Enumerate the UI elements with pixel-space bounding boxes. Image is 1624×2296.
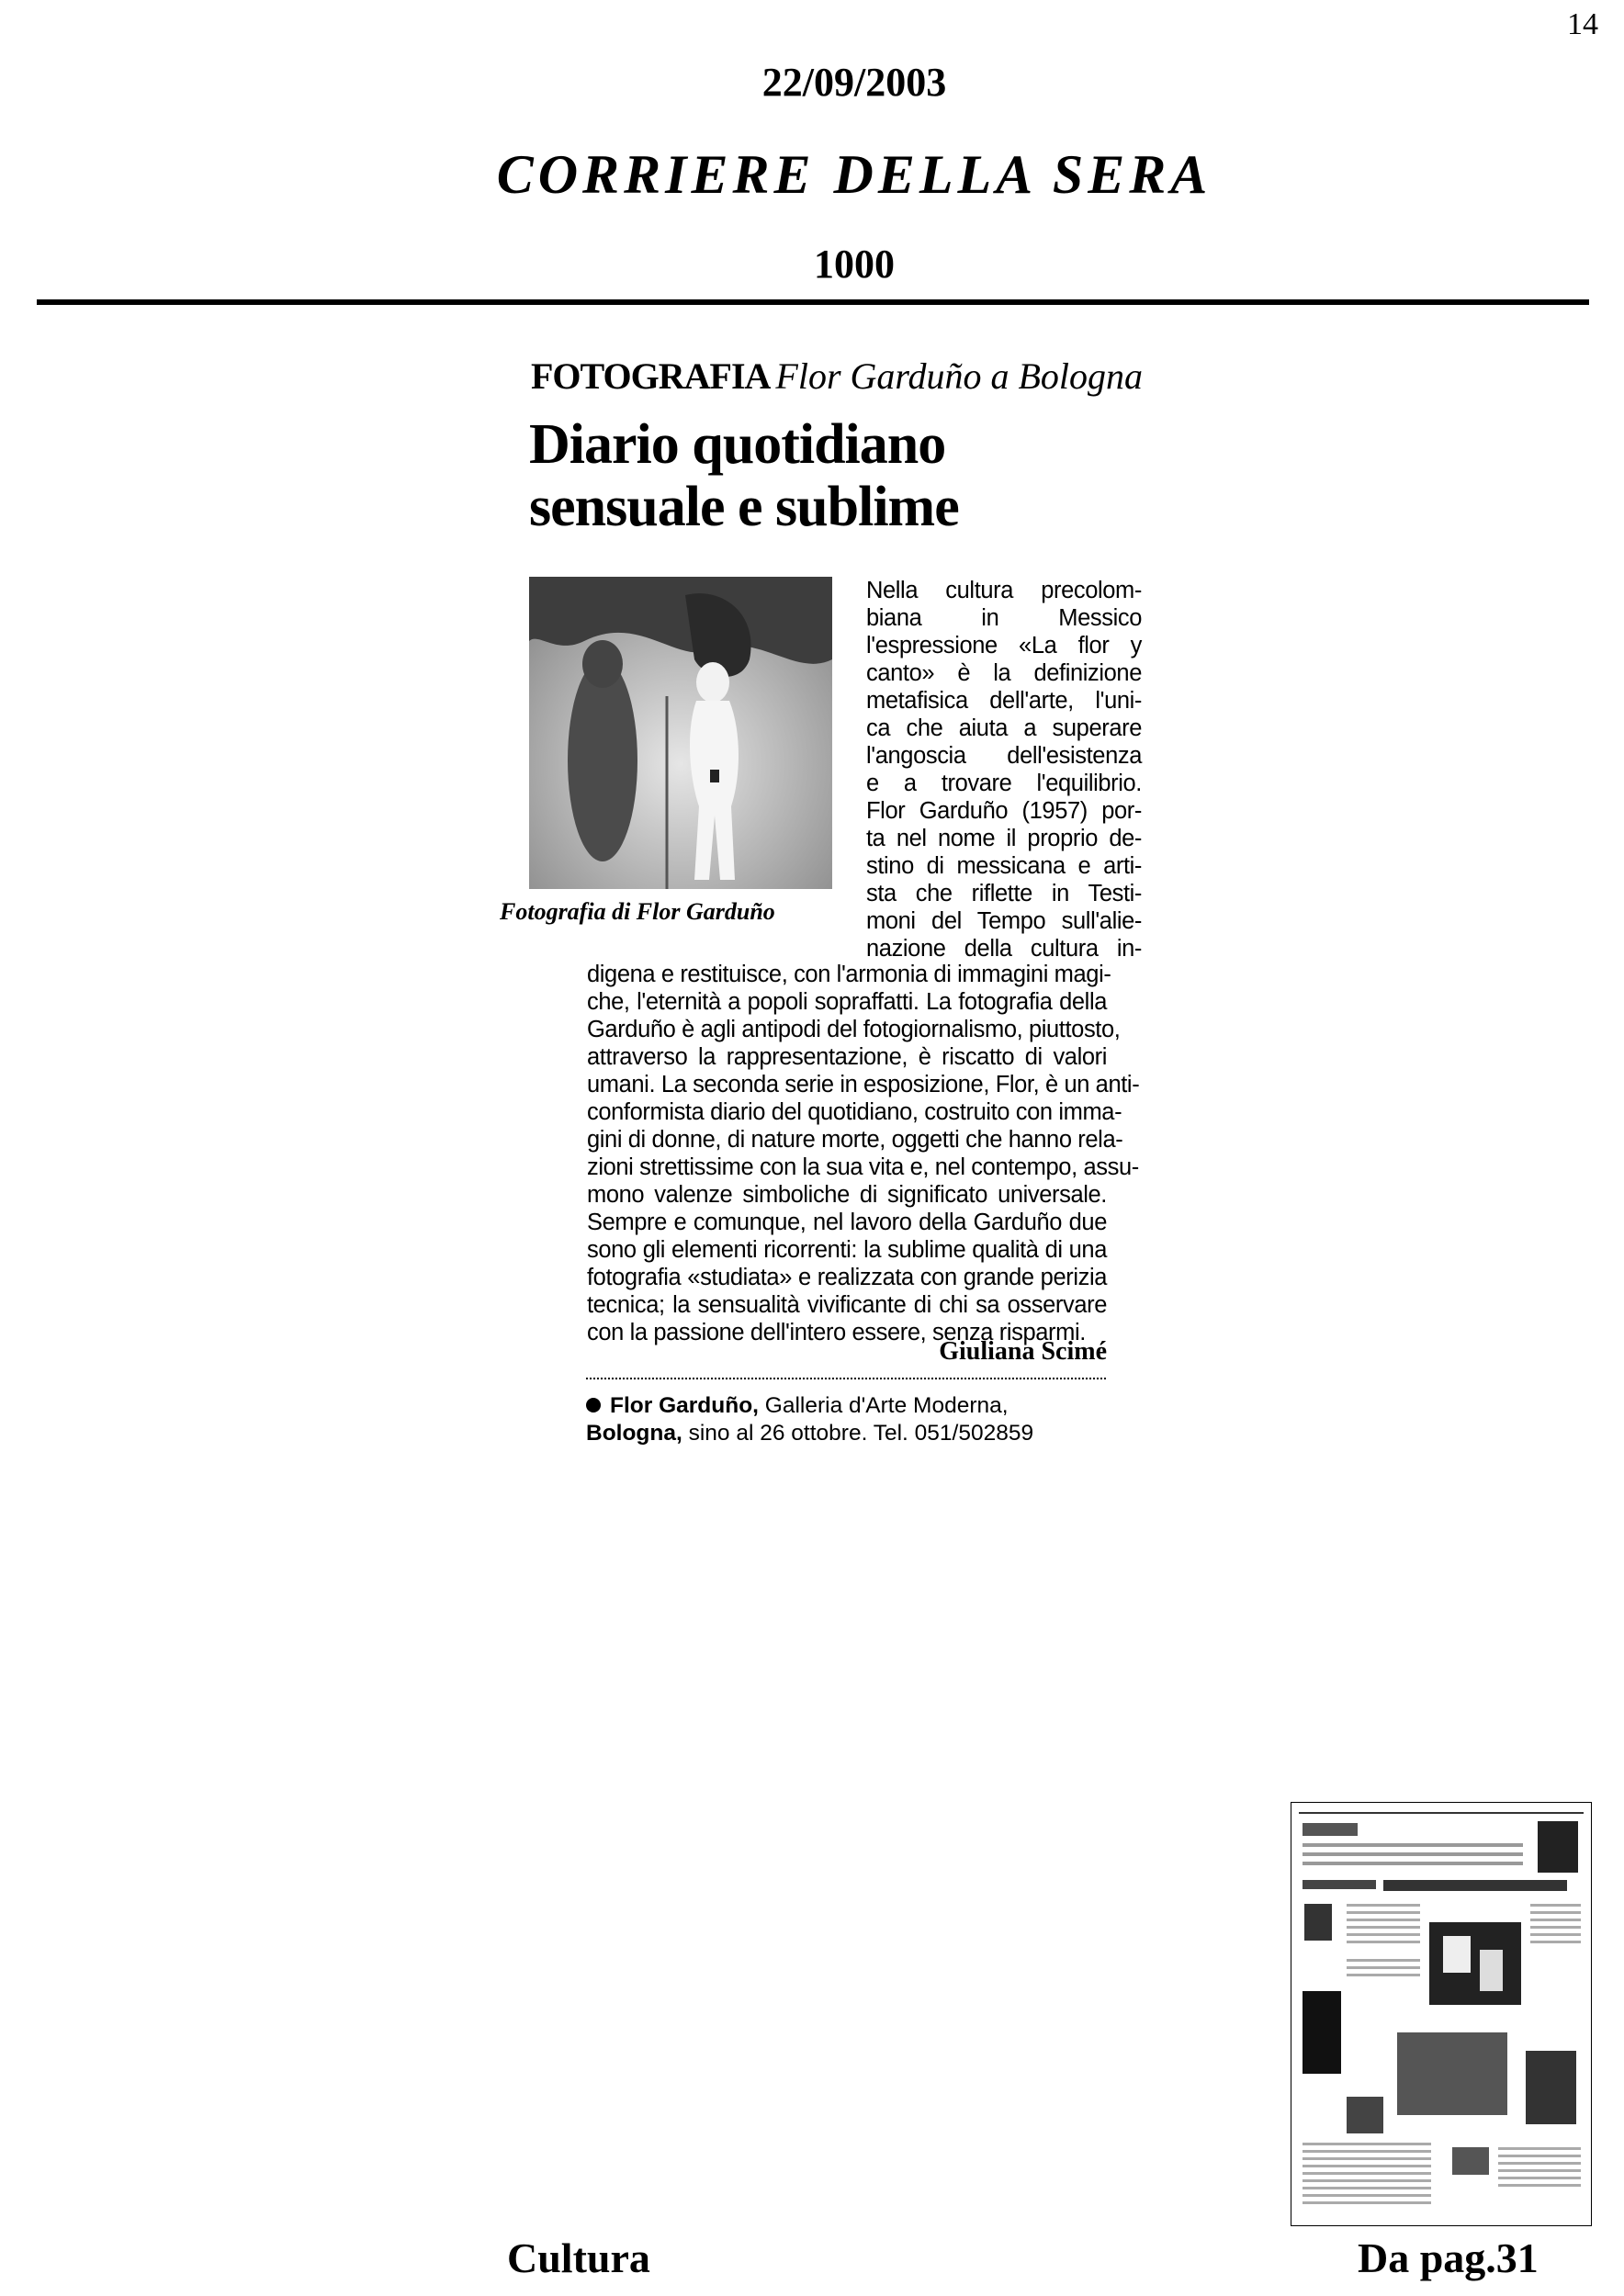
source-page-thumbnail xyxy=(1291,1802,1592,2226)
text-line: conformista diario del quotidiano, costruito con imma- xyxy=(587,1099,1122,1125)
article-photo xyxy=(529,577,832,889)
info-venue: Galleria d'Arte Moderna, xyxy=(758,1393,1009,1418)
kicker-subtitle: Flor Garduño a Bologna xyxy=(775,355,1144,397)
text-line: digena e restituisce, con l'armonia di immagini magi- xyxy=(587,962,1111,987)
text-line: l'espressione «La flor y xyxy=(866,633,1142,658)
text-line: moni del Tempo sull'alie- xyxy=(866,908,1142,934)
text-line: zioni strettissime con la sua vita e, nel contempo, assu- xyxy=(587,1154,1139,1180)
info-city: Bologna, xyxy=(586,1421,682,1446)
newspaper-page-thumbnail-illustration xyxy=(1291,1803,1591,2225)
text-line: stino di messicana e arti- xyxy=(866,853,1142,879)
info-dates-phone: sino al 26 ottobre. Tel. 051/502859 xyxy=(682,1421,1034,1446)
article-kicker xyxy=(531,355,1143,398)
newspaper-name: CORRIERE DELLA SERA xyxy=(496,144,1212,205)
text-line: Nella cultura precolom- xyxy=(866,578,1142,603)
author-signature: Giuliana Scimé xyxy=(939,1337,1107,1366)
bullet-icon xyxy=(586,1398,601,1412)
text-line: con la passione dell'intero essere, senza risparmi. xyxy=(587,1320,1086,1345)
text-line: tecnica; la sensualità vivificante di chi sa osservare xyxy=(587,1292,1107,1318)
publication-date: 22/09/2003 xyxy=(761,60,947,105)
text-line: ta nel nome il proprio de- xyxy=(866,826,1142,851)
text-line: Sempre e comunque, nel lavoro della Garduño due xyxy=(587,1210,1107,1235)
exhibition-info xyxy=(586,1392,1110,1447)
text-line: e a trovare l'equilibrio. xyxy=(866,771,1142,796)
text-line: sono gli elementi ricorrenti: la sublime qualità di una xyxy=(587,1237,1107,1263)
text-line: l'angoscia dell'esistenza xyxy=(866,743,1142,769)
section-label: Cultura xyxy=(507,2234,650,2281)
text-line: Flor Garduño (1957) por- xyxy=(866,798,1142,824)
page-number: 14 xyxy=(1567,7,1598,41)
article-headline xyxy=(529,413,959,538)
dotted-separator xyxy=(586,1378,1106,1379)
text-line: sta che riflette in Testi- xyxy=(866,881,1142,906)
text-line: ca che aiuta a superare xyxy=(866,715,1142,741)
text-line: attraverso la rappresentazione, è riscatto di valori xyxy=(587,1044,1107,1070)
article-body-wide-column xyxy=(587,961,1140,1346)
headline-line: sensuale e sublime xyxy=(529,476,959,538)
text-line: metafisica dell'arte, l'uni- xyxy=(866,688,1142,714)
headline-line: Diario quotidiano xyxy=(529,413,946,476)
photo-illustration xyxy=(529,577,832,889)
text-line: che, l'eternità a popoli sopraffatti. La fotografia della xyxy=(587,989,1107,1015)
article-body-right-column xyxy=(866,577,1142,962)
info-artist: Flor Garduño, xyxy=(610,1393,759,1418)
clipping-code: 1000 xyxy=(814,242,895,287)
text-line: mono valenze simboliche di significato universale. xyxy=(587,1182,1107,1208)
source-page-label: Da pag.31 xyxy=(1358,2234,1539,2281)
text-line: gini di donne, di nature morte, oggetti che hanno rela- xyxy=(587,1127,1123,1153)
text-line: canto» è la definizione xyxy=(866,660,1142,686)
text-line: fotografia «studiata» e realizzata con grande perizia xyxy=(587,1265,1107,1290)
text-line: Garduño è agli antipodi del fotogiornalismo, piuttosto, xyxy=(587,1017,1121,1042)
header-rule xyxy=(37,299,1589,305)
text-line: nazione della cultura in- xyxy=(866,936,1142,962)
text-line: biana in Messico xyxy=(866,605,1142,631)
kicker-label: FOTOGRAFIA xyxy=(531,355,771,397)
photo-caption: Fotografia di Flor Garduño xyxy=(500,898,775,925)
text-line: umani. La seconda serie in esposizione, Flor, è un anti- xyxy=(587,1072,1140,1097)
